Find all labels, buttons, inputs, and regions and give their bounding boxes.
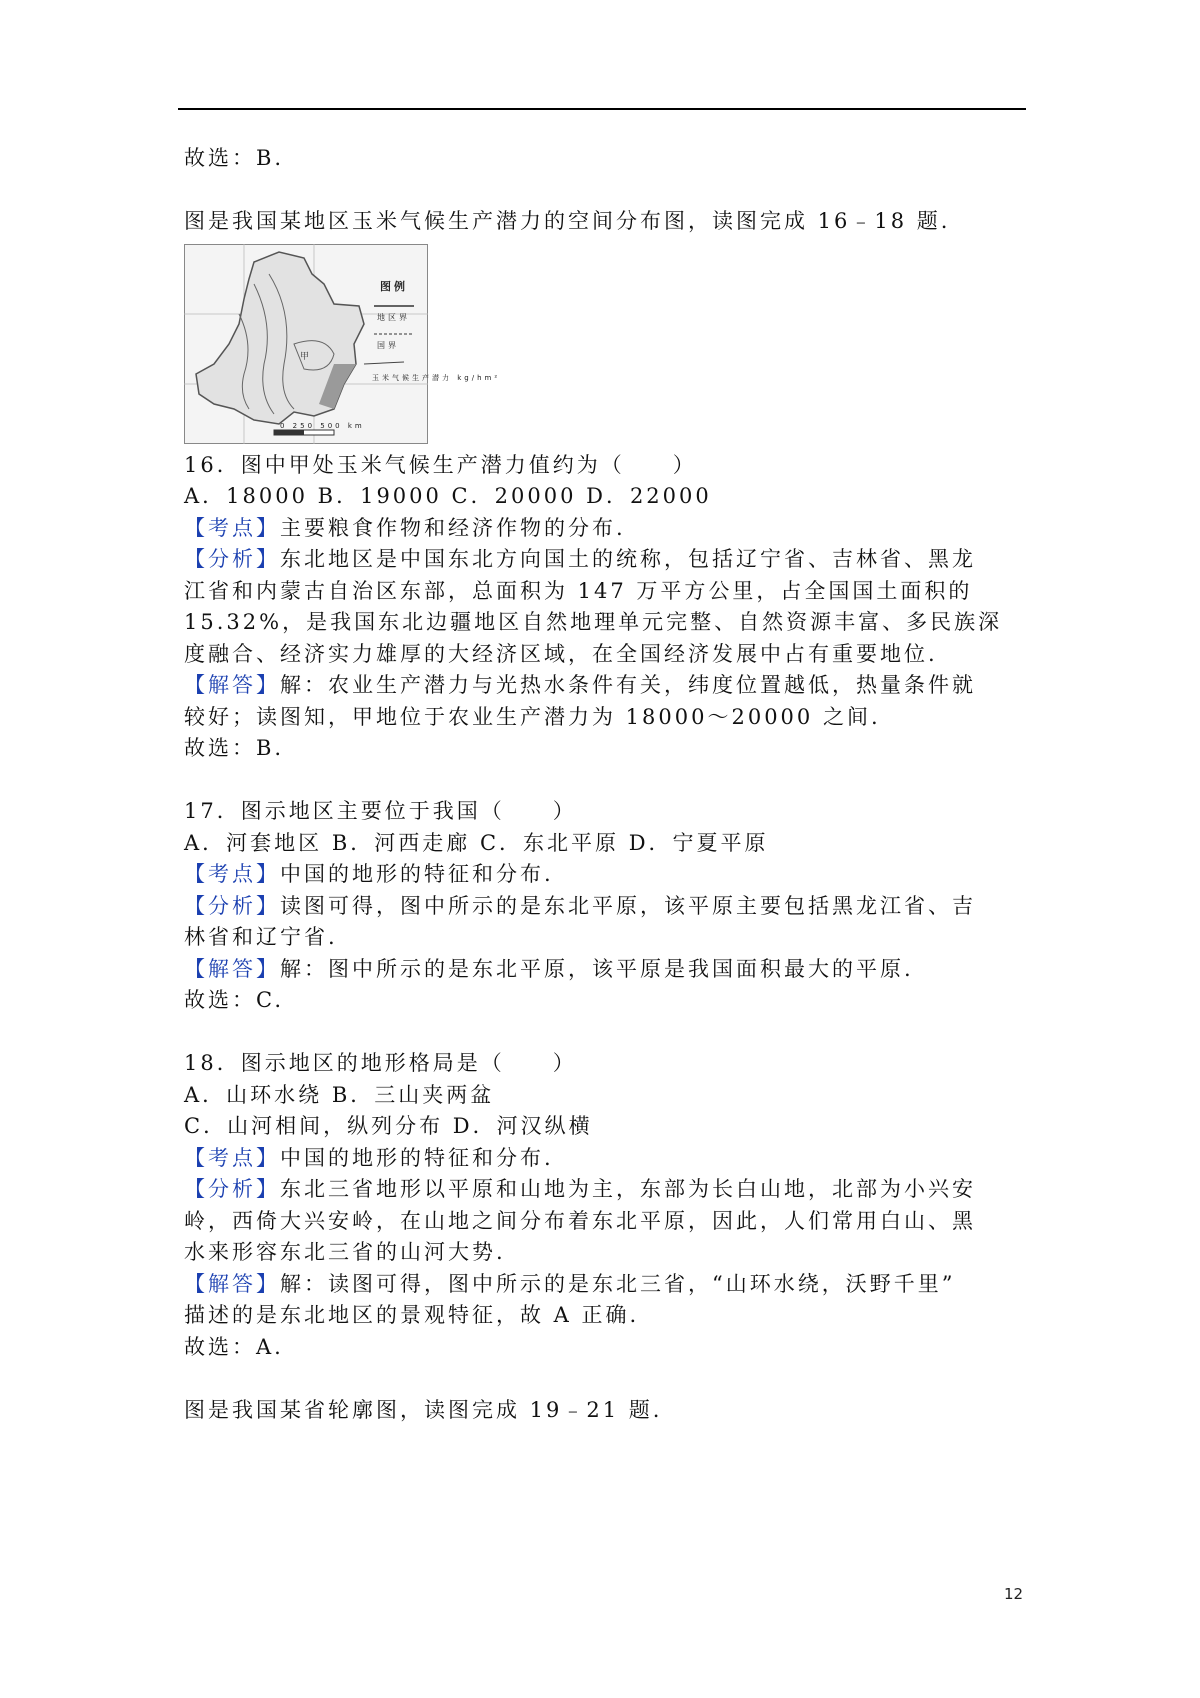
q18-jieda-2: 描述的是东北地区的景观特征，故 A 正确. — [184, 1303, 640, 1327]
q18-fenxi — [184, 1174, 1024, 1206]
fenxi-text: 东北地区是中国东北方向国土的统称，包括辽宁省、吉林省、黑龙 — [280, 547, 976, 571]
kaodian-tag: 【考点】 — [184, 862, 280, 886]
q18-options-2: C．山河相间，纵列分布 D．河汉纵横 — [184, 1114, 593, 1138]
jia-label: 甲 — [300, 351, 313, 362]
scale-label: 0 250 500 km — [280, 421, 365, 430]
jieda-text: 解：农业生产潜力与光热水条件有关，纬度位置越低，热量条件就 — [280, 673, 976, 697]
q16-jieda-2: 较好；读图知，甲地位于农业生产潜力为 18000～20000 之间. — [184, 704, 881, 729]
q17-answer: 故选：C. — [184, 988, 284, 1012]
jieda-text: 解：图中所示的是东北平原，该平原是我国面积最大的平原. — [280, 956, 914, 981]
q16-fenxi-3: 15.32%，是我国东北边疆地区自然地理单元完整、自然资源丰富、多民族深 — [184, 610, 1003, 634]
legend-region: 地区界 — [377, 312, 410, 322]
fenxi-tag: 【分析】 — [184, 547, 280, 571]
q16-kaodian — [184, 513, 1024, 545]
jieda-text: 解：读图可得，图中所示的是东北三省，“山环水绕，沃野千里” — [280, 1271, 956, 1296]
q18-fenxi-2: 岭，西倚大兴安岭，在山地之间分布着东北平原，因此，人们常用白山、黑 — [184, 1208, 976, 1233]
q17-jieda — [184, 954, 1024, 986]
kaodian-text: 中国的地形的特征和分布. — [280, 862, 554, 886]
kaodian-tag: 【考点】 — [184, 515, 280, 540]
q18-stem: 18．图示地区的地形格局是（ ） — [184, 1051, 577, 1075]
document-body — [184, 143, 1024, 1426]
kaodian-text: 主要粮食作物和经济作物的分布. — [280, 515, 626, 540]
q17-kaodian — [184, 859, 1024, 891]
header-rule — [178, 108, 1026, 110]
jieda-tag: 【解答】 — [184, 673, 280, 697]
q18-answer: 故选：A. — [184, 1334, 284, 1359]
jieda-tag: 【解答】 — [184, 956, 280, 981]
jieda-tag: 【解答】 — [184, 1271, 280, 1296]
legend-title: 图例 — [380, 279, 408, 293]
fenxi-text: 读图可得，图中所示的是东北平原，该平原主要包括黑龙江省、吉 — [280, 893, 976, 918]
q17-stem: 17．图示地区主要位于我国（ ） — [184, 799, 577, 823]
legend-potential: 玉米气候生产潜力 kg/hm² — [372, 373, 501, 382]
q17-options: A．河套地区 B．河西走廊 C．东北平原 D．宁夏平原 — [184, 830, 769, 855]
q16-options: A．18000 B．19000 C．20000 D．22000 — [184, 484, 712, 508]
fenxi-tag: 【分析】 — [184, 1177, 280, 1201]
q18-fenxi-3: 水来形容东北三省的山河大势. — [184, 1240, 506, 1264]
q17-fenxi — [184, 891, 1024, 923]
scale-bar-fill — [274, 430, 304, 435]
prev-answer: 故选：B. — [184, 146, 285, 170]
q16-jieda — [184, 670, 1024, 702]
map-figure — [184, 244, 501, 444]
kaodian-tag: 【考点】 — [184, 1145, 280, 1170]
fenxi-tag: 【分析】 — [184, 893, 280, 918]
intro-16-18: 图是我国某地区玉米气候生产潜力的空间分布图，读图完成 16﹣18 题. — [184, 209, 951, 233]
legend-country: 国界 — [377, 340, 399, 350]
intro-19-21: 图是我国某省轮廓图，读图完成 19﹣21 题. — [184, 1397, 663, 1422]
q18-jieda — [184, 1269, 1024, 1301]
page-number: 12 — [1004, 1585, 1024, 1603]
q16-stem: 16．图中甲处玉米气候生产潜力值约为（ ） — [184, 452, 697, 477]
q16-fenxi — [184, 544, 1024, 576]
q16-answer: 故选：B. — [184, 736, 285, 760]
q18-options-1: A．山环水绕 B．三山夹两盆 — [184, 1082, 495, 1107]
q16-fenxi-2: 江省和内蒙古自治区东部，总面积为 147 万平方公里，占全国国土面积的 — [184, 578, 973, 603]
corn-potential-map — [184, 244, 501, 444]
fenxi-text: 东北三省地形以平原和山地为主，东部为长白山地，北部为小兴安 — [280, 1177, 976, 1201]
q17-fenxi-2: 林省和辽宁省. — [184, 925, 338, 949]
kaodian-text: 中国的地形的特征和分布. — [280, 1145, 554, 1170]
q16-fenxi-4: 度融合、经济实力雄厚的大经济区域，在全国经济发展中占有重要地位. — [184, 641, 938, 666]
q18-kaodian — [184, 1143, 1024, 1175]
